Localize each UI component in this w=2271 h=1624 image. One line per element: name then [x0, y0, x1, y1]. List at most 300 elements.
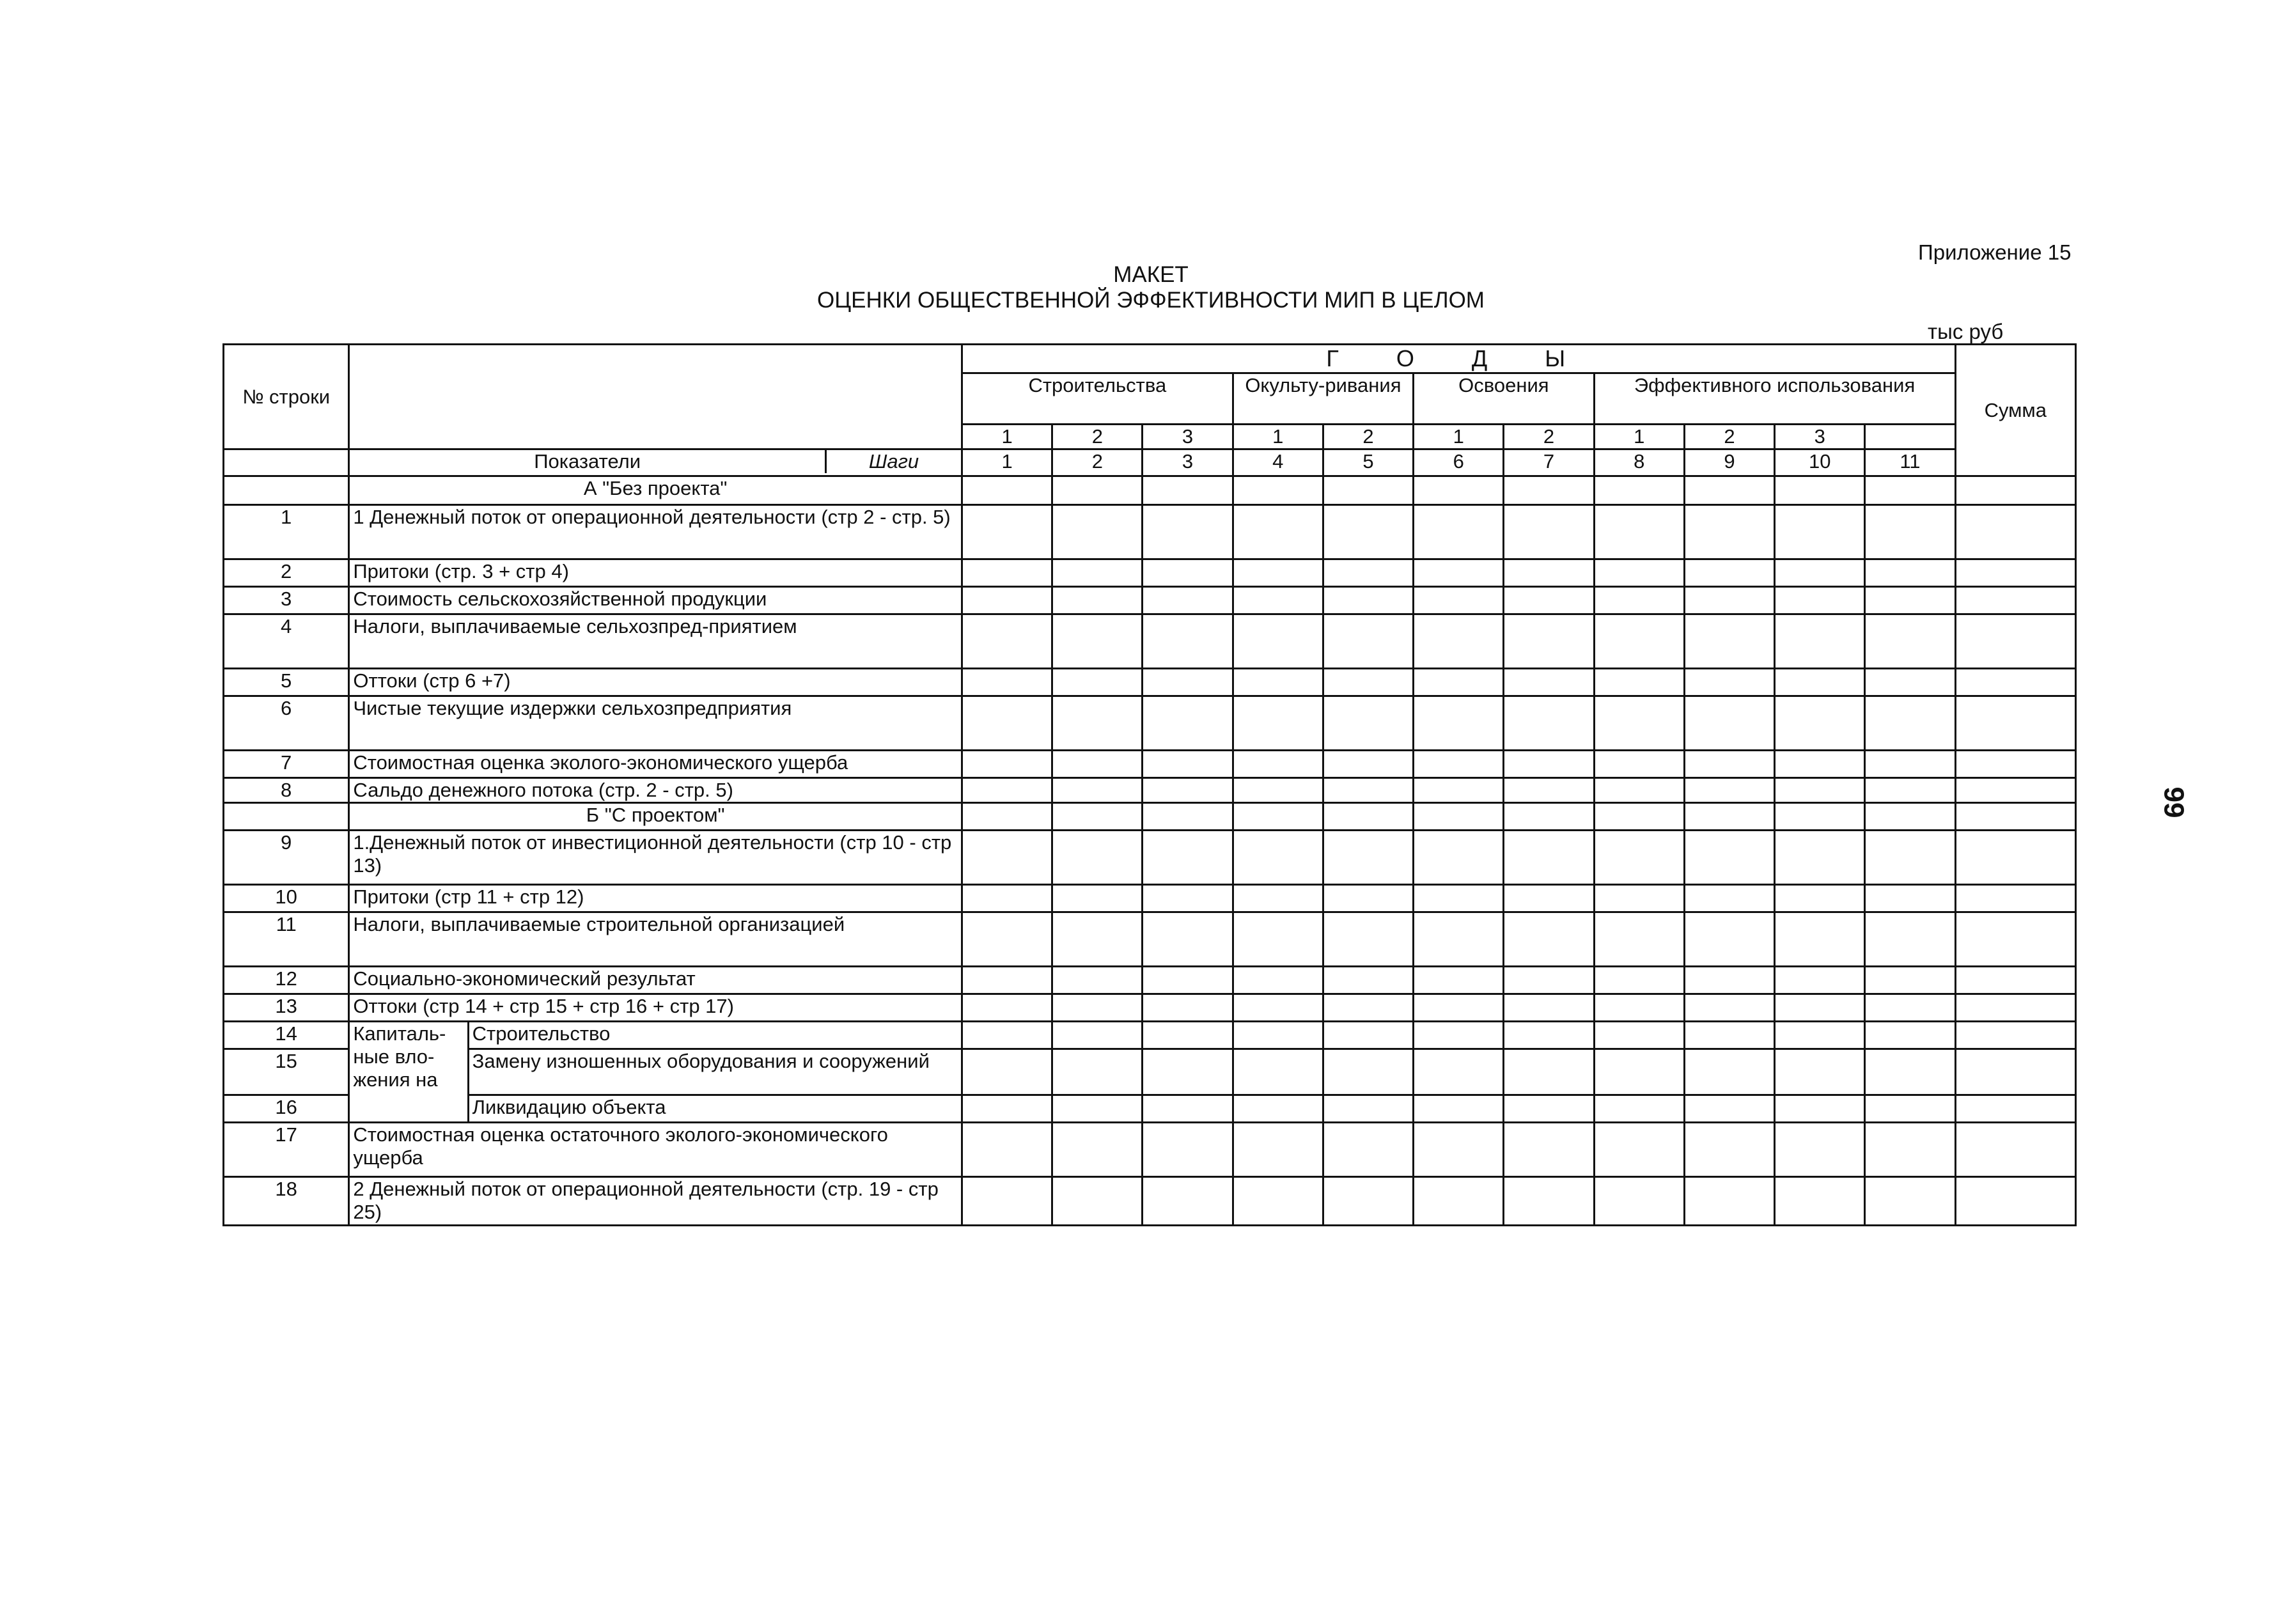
row-indicator: 2 Денежный поток от операционной деятельности (стр. 19 - стр 25)	[349, 1177, 962, 1226]
value-cell	[1775, 1123, 1865, 1177]
sum-cell	[1955, 751, 2075, 778]
value-cell	[1865, 751, 1955, 778]
value-cell	[1775, 587, 1865, 614]
value-cell	[1414, 505, 1504, 559]
header-row-years	[224, 345, 2076, 373]
period-year-cell: 2	[1052, 425, 1143, 449]
value-cell	[1865, 614, 1955, 669]
value-cell	[1414, 559, 1504, 587]
value-cell	[962, 587, 1052, 614]
value-cell	[962, 1022, 1052, 1049]
value-cell	[1684, 669, 1774, 696]
value-cell	[1775, 1095, 1865, 1123]
value-cell	[962, 885, 1052, 912]
value-cell	[1684, 476, 1774, 505]
value-cell	[1052, 1022, 1143, 1049]
value-cell	[1775, 885, 1865, 912]
row-number: 14	[224, 1022, 349, 1049]
value-cell	[1052, 912, 1143, 967]
value-cell	[1233, 476, 1323, 505]
step-number-cell: 11	[1865, 449, 1955, 476]
sum-cell	[1955, 669, 2075, 696]
sum-cell	[1955, 505, 2075, 559]
period-construction: Строительства	[962, 373, 1233, 425]
value-cell	[1414, 476, 1504, 505]
blank-cell	[224, 803, 349, 831]
sum-cell	[1955, 587, 2075, 614]
value-cell	[1775, 778, 1865, 803]
value-cell	[1052, 559, 1143, 587]
blank-cell	[224, 449, 349, 476]
row-number: 5	[224, 669, 349, 696]
value-cell	[1323, 587, 1413, 614]
value-cell	[1143, 751, 1233, 778]
value-cell	[1052, 669, 1143, 696]
value-cell	[1143, 1177, 1233, 1226]
sum-cell	[1955, 1022, 2075, 1049]
value-cell	[962, 476, 1052, 505]
value-cell	[1414, 803, 1504, 831]
value-cell	[1865, 778, 1955, 803]
step-number-cell: 1	[962, 449, 1052, 476]
value-cell	[1052, 751, 1143, 778]
value-cell	[1233, 1123, 1323, 1177]
value-cell	[1323, 1049, 1413, 1095]
period-cultivation: Окульту-ривания	[1233, 373, 1413, 425]
value-cell	[1504, 778, 1594, 803]
value-cell	[1504, 1095, 1594, 1123]
unit-label: тыс руб	[1928, 320, 2004, 343]
indicators-steps-cell	[349, 449, 962, 476]
value-cell	[1323, 1123, 1413, 1177]
step-number-cell: 10	[1775, 449, 1865, 476]
value-cell	[1504, 669, 1594, 696]
value-cell	[1865, 1177, 1955, 1226]
value-cell	[1052, 476, 1143, 505]
value-cell	[1143, 559, 1233, 587]
value-cell	[1233, 587, 1323, 614]
value-cell	[1504, 831, 1594, 885]
value-cell	[1865, 476, 1955, 505]
header-row-steps	[224, 449, 2076, 476]
value-cell	[1684, 803, 1774, 831]
page-number: 99	[2158, 786, 2190, 818]
section-b-row	[224, 803, 2076, 831]
value-cell	[1775, 803, 1865, 831]
value-cell	[1143, 1123, 1233, 1177]
value-cell	[1865, 1049, 1955, 1095]
period-year-cell: 1	[1594, 425, 1684, 449]
sum-cell	[1955, 994, 2075, 1022]
row-indicator: Сальдо денежного потока (стр. 2 - стр. 5)	[349, 778, 962, 803]
value-cell	[962, 751, 1052, 778]
value-cell	[1684, 505, 1774, 559]
row-indicator: Стоимость сельскохозяйственной продукции	[349, 587, 962, 614]
table-row	[224, 1123, 2076, 1177]
value-cell	[1775, 751, 1865, 778]
value-cell	[962, 696, 1052, 751]
value-cell	[1052, 778, 1143, 803]
row-indicator: Социально-экономический результат	[349, 967, 962, 994]
value-cell	[1865, 587, 1955, 614]
value-cell	[1775, 912, 1865, 967]
period-year-cell: 3	[1775, 425, 1865, 449]
value-cell	[1504, 1049, 1594, 1095]
value-cell	[1594, 669, 1684, 696]
value-cell	[1052, 885, 1143, 912]
value-cell	[1504, 994, 1594, 1022]
value-cell	[1233, 885, 1323, 912]
table-row	[224, 505, 2076, 559]
table-row	[224, 696, 2076, 751]
row-number: 7	[224, 751, 349, 778]
value-cell	[1594, 1022, 1684, 1049]
value-cell	[1323, 831, 1413, 885]
row-number: 6	[224, 696, 349, 751]
value-cell	[1323, 505, 1413, 559]
value-cell	[1143, 696, 1233, 751]
section-title: А "Без проекта"	[349, 476, 962, 505]
step-number-cell: 5	[1323, 449, 1413, 476]
value-cell	[1414, 1095, 1504, 1123]
value-cell	[962, 505, 1052, 559]
row-indicator: Чистые текущие издержки сельхозпредприятия	[349, 696, 962, 751]
value-cell	[1775, 994, 1865, 1022]
value-cell	[1504, 885, 1594, 912]
row-number: 4	[224, 614, 349, 669]
value-cell	[1323, 1022, 1413, 1049]
value-cell	[1594, 476, 1684, 505]
sum-cell	[1955, 885, 2075, 912]
value-cell	[1143, 1095, 1233, 1123]
period-year-cell: 1	[962, 425, 1052, 449]
value-cell	[1052, 1049, 1143, 1095]
value-cell	[1052, 614, 1143, 669]
table-row	[224, 831, 2076, 885]
value-cell	[1143, 912, 1233, 967]
step-number-cell: 4	[1233, 449, 1323, 476]
table-row	[224, 994, 2076, 1022]
value-cell	[1143, 587, 1233, 614]
step-number-cell: 6	[1414, 449, 1504, 476]
row-number: 18	[224, 1177, 349, 1226]
value-cell	[1414, 1177, 1504, 1226]
value-cell	[1865, 1123, 1955, 1177]
value-cell	[1594, 1095, 1684, 1123]
value-cell	[1684, 831, 1774, 885]
value-cell	[1865, 803, 1955, 831]
value-cell	[1233, 912, 1323, 967]
row-no-header: № строки	[224, 345, 349, 449]
value-cell	[1865, 831, 1955, 885]
row-indicator: 1 Денежный поток от операционной деятельности (стр 2 - стр. 5)	[349, 505, 962, 559]
row-number: 17	[224, 1123, 349, 1177]
value-cell	[1233, 778, 1323, 803]
value-cell	[1414, 778, 1504, 803]
value-cell	[1684, 1095, 1774, 1123]
table-row	[224, 912, 2076, 967]
value-cell	[1414, 1049, 1504, 1095]
table-row	[224, 778, 2076, 803]
value-cell	[1143, 669, 1233, 696]
value-cell	[1414, 831, 1504, 885]
value-cell	[1414, 885, 1504, 912]
value-cell	[1414, 1022, 1504, 1049]
value-cell	[1052, 505, 1143, 559]
value-cell	[1594, 614, 1684, 669]
value-cell	[1323, 967, 1413, 994]
value-cell	[1504, 1022, 1594, 1049]
row-number: 3	[224, 587, 349, 614]
value-cell	[1233, 831, 1323, 885]
row-number: 9	[224, 831, 349, 885]
value-cell	[1594, 1177, 1684, 1226]
value-cell	[1504, 967, 1594, 994]
row-indicator: Стоимостная оценка эколого-экономического ущерба	[349, 751, 962, 778]
step-number-cell: 3	[1143, 449, 1233, 476]
value-cell	[1323, 1095, 1413, 1123]
value-cell	[1684, 696, 1774, 751]
steps-label: Шаги	[825, 450, 961, 473]
value-cell	[962, 1177, 1052, 1226]
value-cell	[1775, 1177, 1865, 1226]
row-number: 16	[224, 1095, 349, 1123]
value-cell	[1775, 967, 1865, 994]
table-row	[224, 614, 2076, 669]
value-cell	[1143, 803, 1233, 831]
value-cell	[962, 778, 1052, 803]
value-cell	[1143, 476, 1233, 505]
period-year-cell: 3	[1143, 425, 1233, 449]
value-cell	[1052, 994, 1143, 1022]
sum-cell	[1955, 778, 2075, 803]
value-cell	[1143, 614, 1233, 669]
table-row	[224, 1095, 2076, 1123]
value-cell	[1323, 751, 1413, 778]
sum-cell	[1955, 803, 2075, 831]
value-cell	[1594, 912, 1684, 967]
value-cell	[1233, 1049, 1323, 1095]
period-year-cell: 1	[1233, 425, 1323, 449]
value-cell	[1684, 994, 1774, 1022]
value-cell	[1323, 559, 1413, 587]
value-cell	[1233, 1095, 1323, 1123]
value-cell	[1684, 885, 1774, 912]
value-cell	[1594, 1049, 1684, 1095]
value-cell	[1684, 1177, 1774, 1226]
value-cell	[1594, 994, 1684, 1022]
period-year-cell	[1865, 425, 1955, 449]
row-number: 1	[224, 505, 349, 559]
value-cell	[1052, 1177, 1143, 1226]
indicators-header-blank	[349, 345, 962, 449]
value-cell	[1594, 505, 1684, 559]
value-cell	[1414, 669, 1504, 696]
value-cell	[962, 669, 1052, 696]
value-cell	[1233, 994, 1323, 1022]
value-cell	[1865, 967, 1955, 994]
value-cell	[962, 912, 1052, 967]
value-cell	[1233, 1022, 1323, 1049]
value-cell	[1414, 912, 1504, 967]
value-cell	[1504, 1123, 1594, 1177]
value-cell	[1504, 559, 1594, 587]
row-number: 13	[224, 994, 349, 1022]
value-cell	[1775, 559, 1865, 587]
value-cell	[1775, 669, 1865, 696]
row-number: 15	[224, 1049, 349, 1095]
period-year-cell: 2	[1323, 425, 1413, 449]
row-indicator: Стоимостная оценка остаточного эколого-экономического ущерба	[349, 1123, 962, 1177]
value-cell	[1052, 967, 1143, 994]
value-cell	[1233, 803, 1323, 831]
value-cell	[1233, 1177, 1323, 1226]
value-cell	[1504, 587, 1594, 614]
value-cell	[1143, 885, 1233, 912]
value-cell	[1052, 696, 1143, 751]
value-cell	[1504, 1177, 1594, 1226]
document-title-line2: ОЦЕНКИ ОБЩЕСТВЕННОЙ ЭФФЕКТИВНОСТИ МИП В ЦЕЛОМ	[817, 288, 1485, 313]
value-cell	[1323, 994, 1413, 1022]
value-cell	[1233, 696, 1323, 751]
value-cell	[1684, 1123, 1774, 1177]
value-cell	[962, 614, 1052, 669]
value-cell	[962, 967, 1052, 994]
row-indicator: Налоги, выплачиваемые сельхозпред-приятием	[349, 614, 962, 669]
value-cell	[1233, 559, 1323, 587]
row-number: 12	[224, 967, 349, 994]
value-cell	[1865, 505, 1955, 559]
period-year-cell: 2	[1684, 425, 1774, 449]
value-cell	[1052, 831, 1143, 885]
row-indicator: Ликвидацию объекта	[468, 1095, 962, 1123]
value-cell	[1414, 994, 1504, 1022]
value-cell	[1594, 1123, 1684, 1177]
sum-cell	[1955, 1049, 2075, 1095]
value-cell	[1775, 1049, 1865, 1095]
period-year-cell: 2	[1504, 425, 1594, 449]
period-development: Освоения	[1414, 373, 1594, 425]
value-cell	[1684, 559, 1774, 587]
value-cell	[1323, 803, 1413, 831]
value-cell	[1052, 1095, 1143, 1123]
value-cell	[1865, 1022, 1955, 1049]
value-cell	[1323, 1177, 1413, 1226]
step-number-cell: 7	[1504, 449, 1594, 476]
sum-cell	[1955, 1095, 2075, 1123]
value-cell	[1414, 587, 1504, 614]
blank-cell	[224, 476, 349, 505]
period-effective-use: Эффективного использования	[1594, 373, 1955, 425]
value-cell	[1504, 476, 1594, 505]
sum-header: Сумма	[1955, 345, 2075, 476]
value-cell	[1233, 967, 1323, 994]
document-title-line1: МАКЕТ	[1113, 262, 1189, 287]
step-number-cell: 8	[1594, 449, 1684, 476]
value-cell	[1414, 751, 1504, 778]
value-cell	[1594, 559, 1684, 587]
row-number: 8	[224, 778, 349, 803]
value-cell	[1594, 967, 1684, 994]
sum-cell	[1955, 476, 2075, 505]
value-cell	[1504, 912, 1594, 967]
value-cell	[1504, 751, 1594, 778]
table-row	[224, 587, 2076, 614]
years-header: Г О Д Ы	[962, 345, 1955, 373]
period-year-cell: 1	[1414, 425, 1504, 449]
value-cell	[1504, 505, 1594, 559]
value-cell	[1233, 669, 1323, 696]
value-cell	[1504, 696, 1594, 751]
table-row	[224, 669, 2076, 696]
row-indicator: Притоки (стр 11 + стр 12)	[349, 885, 962, 912]
value-cell	[1684, 778, 1774, 803]
row-number: 10	[224, 885, 349, 912]
value-cell	[1684, 1022, 1774, 1049]
value-cell	[1143, 778, 1233, 803]
value-cell	[1775, 696, 1865, 751]
value-cell	[1775, 1022, 1865, 1049]
value-cell	[1865, 559, 1955, 587]
step-number-cell: 2	[1052, 449, 1143, 476]
value-cell	[1865, 696, 1955, 751]
value-cell	[962, 559, 1052, 587]
value-cell	[1865, 912, 1955, 967]
sum-cell	[1955, 614, 2075, 669]
value-cell	[1594, 831, 1684, 885]
value-cell	[1323, 885, 1413, 912]
value-cell	[1233, 614, 1323, 669]
value-cell	[1052, 803, 1143, 831]
value-cell	[962, 1123, 1052, 1177]
value-cell	[962, 831, 1052, 885]
value-cell	[1684, 587, 1774, 614]
row-number: 2	[224, 559, 349, 587]
value-cell	[1414, 967, 1504, 994]
sum-cell	[1955, 1123, 2075, 1177]
value-cell	[1594, 885, 1684, 912]
value-cell	[1775, 831, 1865, 885]
row-indicator: Притоки (стр. 3 + стр 4)	[349, 559, 962, 587]
sum-cell	[1955, 1177, 2075, 1226]
value-cell	[1594, 751, 1684, 778]
value-cell	[1414, 614, 1504, 669]
section-title: Б "С проектом"	[349, 803, 962, 831]
capital-investment-label: Капиталь-ные вло-жения на	[349, 1022, 468, 1123]
section-a-row	[224, 476, 2076, 505]
value-cell	[1775, 476, 1865, 505]
value-cell	[1233, 505, 1323, 559]
value-cell	[1323, 614, 1413, 669]
value-cell	[1865, 1095, 1955, 1123]
value-cell	[1775, 614, 1865, 669]
value-cell	[1052, 1123, 1143, 1177]
value-cell	[1504, 803, 1594, 831]
value-cell	[1143, 505, 1233, 559]
table-row	[224, 559, 2076, 587]
value-cell	[1414, 696, 1504, 751]
step-number-cell: 9	[1684, 449, 1774, 476]
value-cell	[1323, 669, 1413, 696]
table-row	[224, 967, 2076, 994]
sum-cell	[1955, 696, 2075, 751]
table-row	[224, 1177, 2076, 1226]
value-cell	[1143, 994, 1233, 1022]
value-cell	[1594, 803, 1684, 831]
row-number: 11	[224, 912, 349, 967]
value-cell	[962, 994, 1052, 1022]
value-cell	[1865, 885, 1955, 912]
